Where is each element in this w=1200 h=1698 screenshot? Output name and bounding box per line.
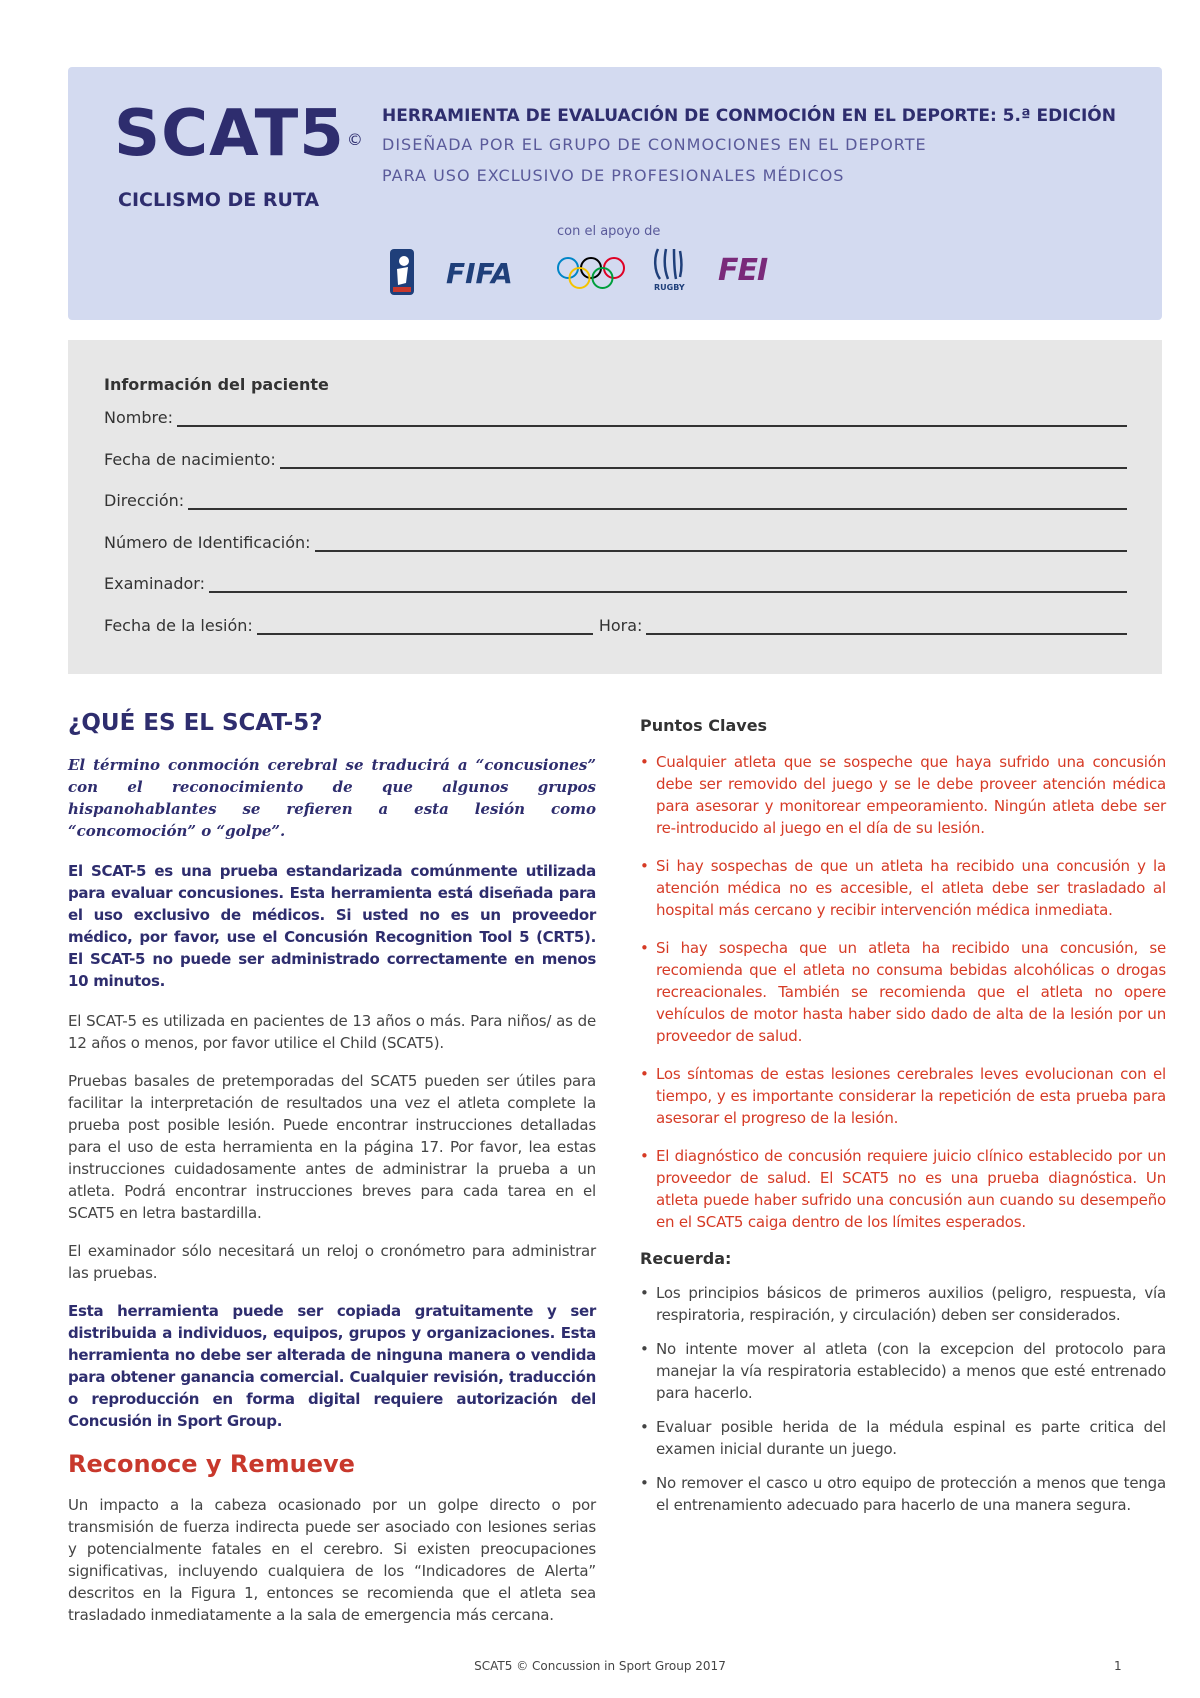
injury-date-label: Fecha de la lesión: [104,616,253,635]
time-input-line[interactable] [646,619,1127,635]
key-points-list [640,751,1166,1233]
sponsor-logos [388,247,848,303]
what-is-scat5-heading: ¿QUÉ ES EL SCAT-5? [68,710,323,736]
left-column [68,710,596,1642]
scat5-definition: El SCAT-5 es una prueba estandarizada comúnmente utilizada para evaluar concusiones. Esta herramienta está diseñada para el uso exclusivo de médicos. Si usted no es un proveedor médico, por favor, use el Concusión Recognition Tool 5 (CRT5). El SCAT-5 no puede ser administrado correctamente en menos 10 minutos. [68,862,596,990]
iihf-logo-icon [388,247,416,297]
header-panel [68,67,1162,320]
list-item: • Cualquier atleta que se sospeche que haya sufrido una concusión debe ser removido del juego y se le debe proveer atención médica para asesorar y monitorear empeoramiento. Ningún atleta debe ser re-introducido al juego en el día de su lesión. [640,751,1166,839]
examiner-field [104,574,1127,593]
dob-field [104,450,1127,469]
examiner-label: Examinador: [104,574,205,593]
list-item: • Los síntomas de estas lesiones cerebrales leves evolucionan con el tiempo, y es importante considerar la repetición de esta prueba para asesorar el progreso de la lesión. [640,1063,1166,1129]
patient-info-title: Información del paciente [104,375,329,394]
address-label: Dirección: [104,491,185,510]
list-item: • No intente mover al atleta (con la excepcion del protocolo para manejar la vía respiratoria establecido) a menos que esté entrenado para hacerlo. [640,1338,1166,1404]
examiner-paragraph: El examinador sólo necesitará un reloj o cronómetro para administrar las pruebas. [68,1242,596,1282]
id-label: Número de Identificación: [104,533,311,552]
dob-input-line[interactable] [280,453,1127,469]
id-field [104,533,1127,552]
key-points-heading: Puntos Claves [640,716,768,735]
fifa-logo: FIFA [446,257,513,290]
designed-by-line: DISEÑADA POR EL GRUPO DE CONMOCIONES EN EL DEPORTE [382,135,927,154]
right-column [640,716,1166,1528]
list-item: • El diagnóstico de concusión requiere juicio clínico establecido por un proveedor de salud. El SCAT5 no es una prueba diagnóstica. Un atleta puede haber sufrido una concusión aun cuando su desempeño en el SCAT5 caiga dentro de los límites esperados. [640,1145,1166,1233]
examiner-input-line[interactable] [209,577,1127,593]
name-field [104,408,1127,427]
injury-date-input-line[interactable] [257,619,593,635]
recognize-remove-heading: Reconoce y Remueve [68,1450,355,1478]
age-paragraph: El SCAT-5 es utilizada en pacientes de 13 años o más. Para niños/ as de 12 años o menos, por favor utilice el Child (SCAT5). [68,1012,596,1052]
name-label: Nombre: [104,408,173,427]
copy-permission-paragraph: Esta herramienta puede ser copiada gratuitamente y ser distribuida a individuos, equipos, grupos y organizaciones. Esta herramienta no debe ser alterada de ninguna manera o vendida para obtener ganancia comercial. Cualquier revisión, traducción o reproducción en forma digital requiere autorización del Concusión in Sport Group. [68,1302,596,1430]
time-label: Hora: [598,616,643,635]
support-label: con el apoyo de [557,224,661,239]
olympic-rings-icon [556,255,626,291]
world-rugby-logo-icon [652,247,684,281]
footer-copyright: SCAT5 © Concussion in Sport Group 2017 [474,1659,726,1673]
address-input-line[interactable] [188,494,1127,510]
terminology-note: El término conmoción cerebral se traducirá a “concusiones” con el reconocimiento de que algunos grupos hispanohablantes se refieren a esta lesión como “concomoción” o “golpe”. [68,756,596,840]
document-title: HERRAMIENTA DE EVALUACIÓN DE CONMOCIÓN EN EL DEPORTE: 5.ª EDICIÓN [382,106,1116,126]
dob-label: Fecha de nacimiento: [104,450,276,469]
id-input-line[interactable] [315,536,1127,552]
remember-heading: Recuerda: [640,1249,732,1268]
list-item: • Si hay sospechas de que un atleta ha recibido una concusión y la atención médica no es accesible, el atleta debe ser trasladado al hospital más cercano y recibir intervención médica inmediata. [640,855,1166,921]
list-item: • Si hay sospecha que un atleta ha recibido una concusión, se recomienda que el atleta no consuma bebidas alcohólicas o drogas recreacionales. También se recomienda que el atleta no opere vehículos de motor hasta haber sido dado de alta de la lesión por un proveedor de salud. [640,937,1166,1047]
logo-subtitle: CICLISMO DE RUTA [118,189,320,211]
fei-logo: FEI [718,253,768,288]
list-item: • Evaluar posible herida de la médula espinal es parte critica del examen inicial durante un juego. [640,1416,1166,1460]
address-field [104,491,1127,510]
scat5-logo: SCAT5 © [114,97,364,171]
world-rugby-label: RUGBY [654,283,685,292]
page-number: 1 [1114,1659,1122,1673]
patient-info-panel [68,340,1162,674]
list-item: • Los principios básicos de primeros auxilios (peligro, respuesta, vía respiratoria, respiración, y circulación) deben ser considerados. [640,1282,1166,1326]
name-input-line[interactable] [177,411,1127,427]
injury-date-field [104,616,1127,635]
remember-list [640,1282,1166,1516]
impact-paragraph: Un impacto a la cabeza ocasionado por un golpe directo o por transmisión de fuerza indirecta puede ser asociado con lesiones serias y potencialmente fatales en el cerebro. Si existen preocupaciones significativas, incluyendo cualquiera de los “Indicadores de Alerta” descritos en la Figura 1, entonces se recomienda que el atleta sea trasladado inmediatamente a la sala de emergencia más cercana. [68,1496,596,1624]
medical-use-line: PARA USO EXCLUSIVO DE PROFESIONALES MÉDICOS [382,166,845,185]
list-item: • No remover el casco u otro equipo de protección a menos que tenga el entrenamiento adecuado para hacerlo de una manera segura. [640,1472,1166,1516]
baseline-paragraph: Pruebas basales de pretemporadas del SCAT5 pueden ser útiles para facilitar la interpretación de resultados una vez el atleta complete la prueba post posible lesión. Puede encontrar instrucciones detalladas para el uso de esta herramienta en la página 17. Por favor, lea estas instrucciones cuidadosamente antes de administrar la prueba a un atleta. Podrá encontrar instrucciones breves para cada tarea en el SCAT5 en letra bastardilla. [68,1072,596,1222]
